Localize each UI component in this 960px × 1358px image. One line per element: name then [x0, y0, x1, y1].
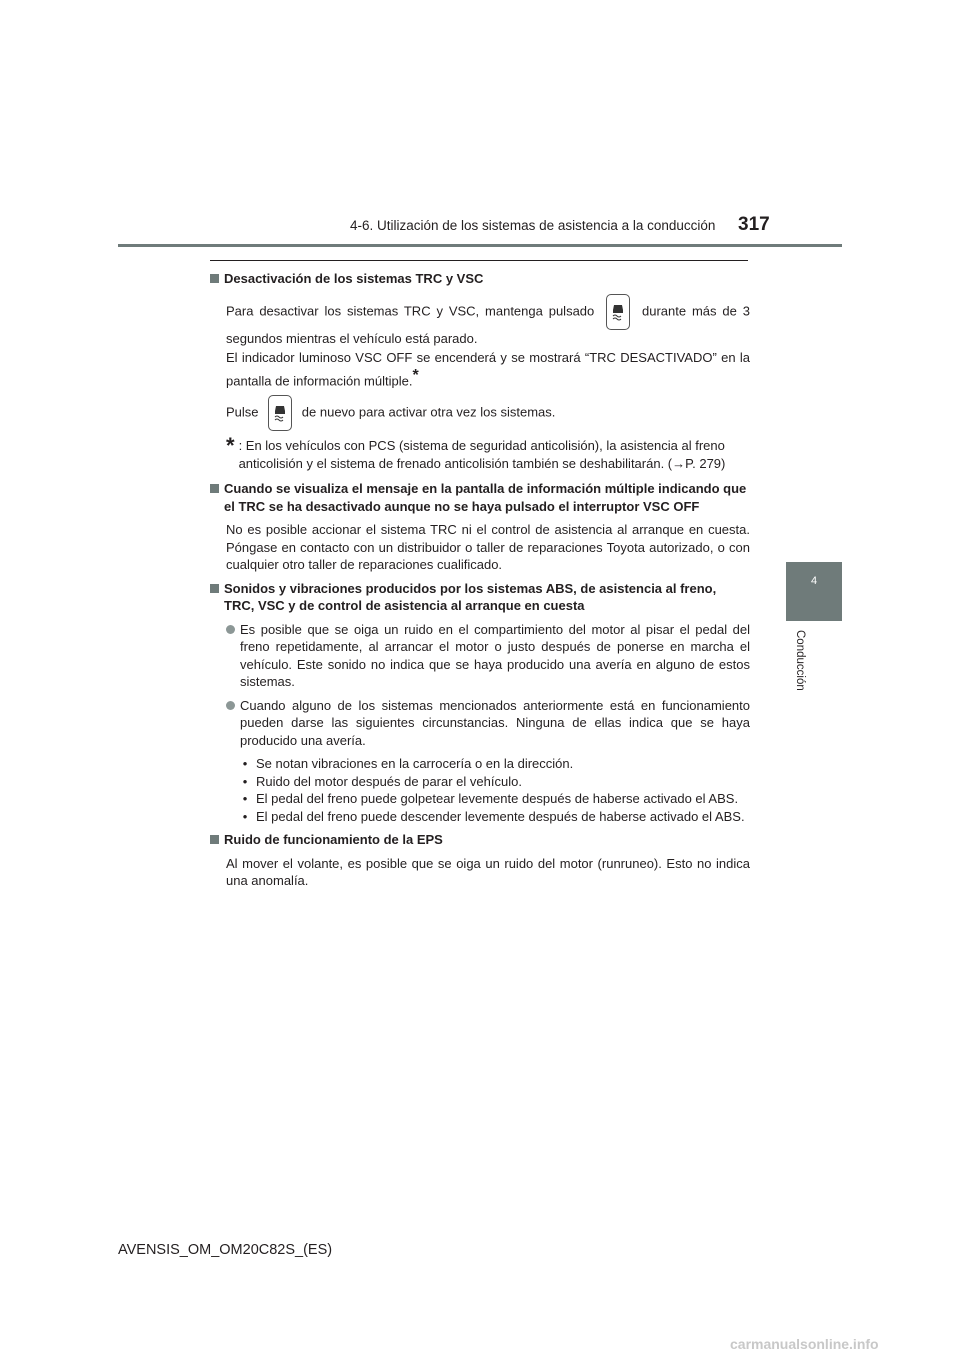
- list-item-text: Es posible que se oiga un ruido en el compartimiento del motor al pisar el pedal del freno repetidamente, al arrancar el motor o justo después de ponerse en marcha el vehículo. Este sonido no indica que se haya producido una avería en alguno de estos sistemas.: [240, 621, 750, 690]
- section-title: [210, 831, 750, 849]
- sub-list-item: [240, 790, 750, 808]
- section-square-icon: [210, 835, 219, 844]
- sub-list-item: [240, 773, 750, 791]
- paragraph: No es posible accionar el sistema TRC ni el control de asistencia al arranque en cuesta. Póngase en contacto con un distribuidor o taller de reparaciones Toyota autorizado, o con cualquier otro taller de reparaciones cualificado.: [226, 522, 750, 573]
- sub-list-marker: •: [242, 756, 248, 772]
- paragraph: [226, 395, 750, 431]
- sub-list-text: El pedal del freno puede golpetear levemente después de haberse activado el ABS.: [256, 791, 739, 807]
- watermark: carmanualsonline.info: [730, 1336, 879, 1352]
- section-square-icon: [210, 484, 219, 493]
- section-title-text: Cuando se visualiza el mensaje en la pantalla de información múltiple indicando que el TRC se ha desactivado aunque no se haya pulsado el interruptor VSC OFF: [224, 481, 747, 514]
- section-body: [210, 294, 750, 473]
- sub-list-marker: •: [242, 773, 248, 789]
- footer-doc-id: AVENSIS_OM_OM20C82S_(ES): [118, 1242, 333, 1258]
- paragraph: [226, 294, 750, 348]
- section-square-icon: [210, 584, 219, 593]
- section-title-text: Ruido de funcionamiento de la EPS: [224, 832, 443, 848]
- chapter-number: 4: [810, 575, 818, 587]
- list-item: [226, 621, 750, 691]
- list-item-text: Cuando alguno de los sistemas mencionados anteriormente está en funcionamiento pueden darse las siguientes circunstancias. Ninguna de ellas indica que se haya producido una avería.: [240, 697, 750, 748]
- paragraph: Al mover el volante, es posible que se oiga un ruido del motor (runruneo). Esto no indica una anomalía.: [226, 855, 750, 889]
- content-rule: [210, 260, 748, 261]
- section-title-text: Sonidos y vibraciones producidos por los sistemas ABS, de asistencia al freno, TRC, VSC y de control de asistencia al arranque en cuesta: [224, 580, 717, 614]
- paragraph-text: de nuevo para activar otra vez los sistemas.: [301, 404, 556, 420]
- sub-list-marker: •: [242, 808, 248, 824]
- section-title: [210, 480, 750, 515]
- header-title: 4-6. Utilización de los sistemas de asistencia a la conducción: [350, 218, 716, 233]
- paragraph-text: Pulse: [226, 404, 259, 420]
- sub-list-item: [240, 755, 750, 773]
- paragraph-text: El indicador luminoso VSC OFF se encenderá y se mostrará “TRC DESACTIVADO” en la pantalla de información múltiple.: [226, 350, 750, 388]
- sub-list-item: [240, 808, 750, 826]
- chapter-tab[interactable]: [786, 562, 842, 621]
- chapter-label: Conducción: [794, 630, 806, 691]
- paragraph: [226, 349, 750, 389]
- footnote-text: : En los vehículos con PCS (sistema de seguridad anticolisión), la asistencia al freno anticolisión y el sistema de frenado anticolisión también se deshabilitarán. (→P. 279): [238, 438, 726, 471]
- section-title: [210, 270, 750, 288]
- sub-list-text: Se notan vibraciones en la carrocería o en la dirección.: [256, 756, 574, 772]
- section-title-text: Desactivación de los sistemas TRC y VSC: [224, 271, 484, 286]
- page-number: 317: [738, 214, 770, 235]
- sub-list-marker: •: [242, 791, 248, 807]
- section-body: [210, 521, 750, 574]
- paragraph-text: durante más de 3 segundos mientras el vehículo está parado.: [226, 302, 750, 346]
- section-body: [210, 855, 750, 890]
- footnote-star: *: [412, 366, 419, 384]
- header-rule: [118, 244, 842, 247]
- vsc-off-switch-icon: [268, 395, 292, 431]
- section-body: [210, 621, 750, 826]
- page-content: [210, 270, 750, 896]
- list-item: [226, 697, 750, 750]
- bullet-dot-icon: [226, 625, 235, 634]
- vsc-off-switch-icon: [606, 294, 630, 330]
- section-title: [210, 580, 750, 615]
- sub-list-text: Ruido del motor después de parar el vehículo.: [256, 773, 522, 789]
- footnote: [226, 433, 750, 472]
- sub-list-text: El pedal del freno puede descender levemente después de haberse activado el ABS.: [256, 808, 745, 824]
- paragraph-text: Para desactivar los sistemas TRC y VSC, mantenga pulsado: [226, 302, 595, 318]
- section-square-icon: [210, 274, 219, 283]
- bullet-dot-icon: [226, 701, 235, 710]
- footnote-star: *: [226, 433, 235, 459]
- sub-list: [226, 755, 750, 825]
